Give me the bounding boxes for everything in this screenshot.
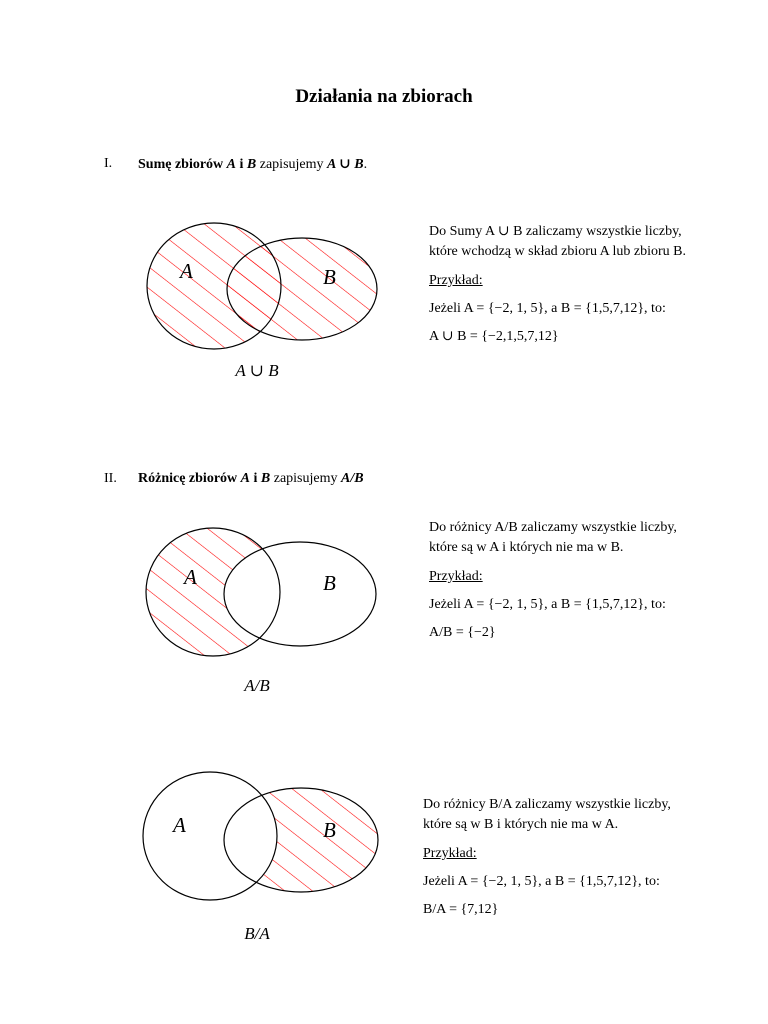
section-2-example-label: Przykład: [429,569,483,584]
diff-ba-label-a: A [173,813,186,837]
diff-ab-set-b-circle [224,542,376,646]
section-1-number: I. [104,156,113,171]
section-3-example-line1: Jeżeli A = {−2, 1, 5}, a B = {1,5,7,12}, to: [423,874,660,889]
section-2-heading-rest: zapisujemy [273,471,338,486]
section-3-desc-line1: Do różnicy B/A zaliczamy wszystkie liczby, [423,797,671,812]
page-title: Działania na zbiorach [295,86,473,107]
section-3-description [423,795,671,920]
section-2-number: II. [104,471,117,486]
section-1-example-line2: A ∪ B = {−2,1,5,7,12} [429,329,559,344]
diff-ab-label-a: A [184,565,197,589]
union-label-b: B [323,265,336,289]
section-2-var-b: B [260,471,271,486]
section-1-var-b: B [246,157,257,172]
section-2-desc-line1: Do różnicy A/B zaliczamy wszystkie liczby, [429,520,677,535]
section-2-heading-bold: Różnicę zbiorów [138,471,238,486]
section-1-example-line1: Jeżeli A = {−2, 1, 5}, a B = {1,5,7,12}, to: [429,301,666,316]
union-label-a: A [180,259,193,283]
section-1-heading-bold: Sumę zbiorów [138,157,224,172]
diff-ab-label-b: B [323,571,336,595]
section-2-example-line2: A/B = {−2} [429,625,496,640]
diff-ba-caption: B/A [244,924,270,943]
section-1-heading-rest: zapisujemy [259,157,324,172]
section-3-example-line2: B/A = {7,12} [423,902,499,917]
section-1-description [429,222,686,347]
diff-ba-set-a-circle [143,772,277,900]
section-3-desc-line2: które są w B i których nie ma w A. [423,817,619,832]
section-2-symbol: A/B [341,471,364,486]
section-1-var-a: A [226,157,237,172]
section-1-desc-line2: które wchodzą w skład zbioru A lub zbioru B. [429,244,687,259]
venn-difference-a-b [146,528,376,656]
section-2-var-a: A [240,471,250,486]
section-2-description [429,518,677,643]
section-2-desc-line2: które są w A i których nie ma w B. [429,540,624,555]
section-1-heading-end: . [363,157,368,172]
diff-ab-caption: A/B [244,676,270,695]
section-2-example-line1: Jeżeli A = {−2, 1, 5}, a B = {1,5,7,12}, to: [429,597,666,612]
diff-ba-label-b: B [323,818,336,842]
section-2-heading [138,471,364,487]
section-1-conj: i [239,157,244,172]
section-3-example-label: Przykład: [423,846,477,861]
union-caption: A ∪ B [235,361,279,380]
venn-union [147,223,377,349]
section-1-desc-line1: Do Sumy A ∪ B zaliczamy wszystkie liczby, [429,224,682,239]
section-1-symbol: A ∪ B [327,157,364,172]
section-2-conj: i [253,471,258,486]
section-1-example-label: Przykład: [429,273,483,288]
